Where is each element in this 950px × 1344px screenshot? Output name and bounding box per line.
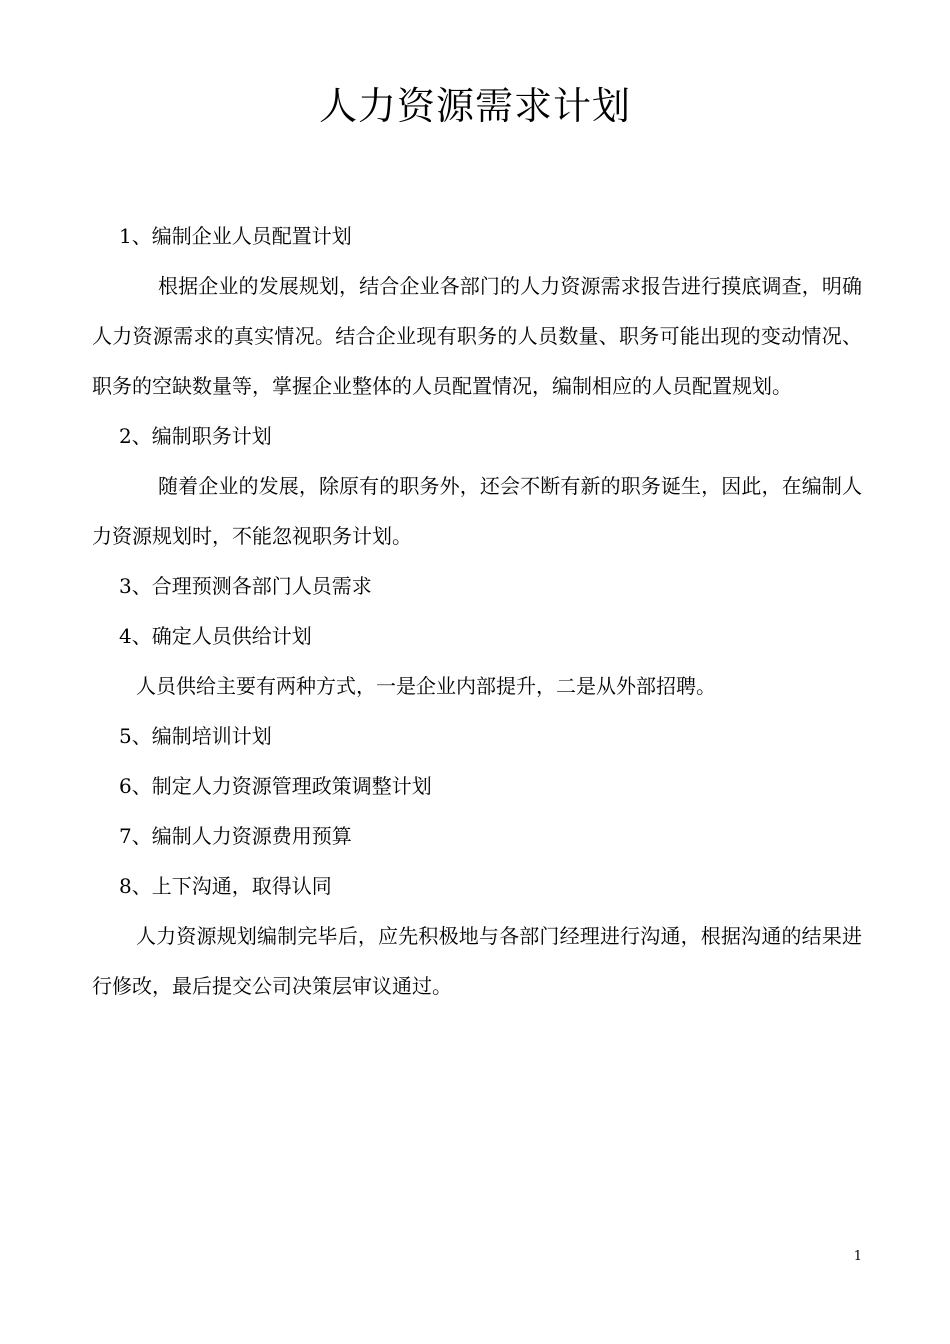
section-paragraph-4: 人员供给主要有两种方式，一是企业内部提升，二是从外部招聘。 xyxy=(136,674,716,698)
page-number: 1 xyxy=(853,1249,862,1264)
section-heading-7: 7、编制人力资源费用预算 xyxy=(119,824,352,848)
section-heading-5: 5、编制培训计划 xyxy=(119,724,272,748)
section-heading-2: 2、编制职务计划 xyxy=(119,424,272,448)
section-paragraph-1: 根据企业的发展规划，结合企业各部门的人力资源需求报告进行摸底调查，明确人力资源需求的真实情况。结合企业现有职务的人员数量、职务可能出现的变动情况、职务的空缺数量等，掌握企业整体的人员配置情况，编制相应的人员配置规划。 xyxy=(92,274,862,398)
section-heading-8: 8、上下沟通，取得认同 xyxy=(119,874,332,898)
section-paragraph-2: 随着企业的发展，除原有的职务外，还会不断有新的职务诞生，因此，在编制人力资源规划时，不能忽视职务计划。 xyxy=(92,474,862,548)
page-title: 人力资源需求计划 xyxy=(318,84,631,128)
section-heading-4: 4、确定人员供给计划 xyxy=(119,624,312,648)
section-paragraph-8: 人力资源规划编制完毕后，应先积极地与各部门经理进行沟通，根据沟通的结果进行修改，最后提交公司决策层审议通过。 xyxy=(92,924,862,998)
document-body xyxy=(92,211,862,1011)
section-heading-1: 1、编制企业人员配置计划 xyxy=(119,224,352,248)
section-heading-6: 6、制定人力资源管理政策调整计划 xyxy=(119,774,432,798)
section-heading-3: 3、合理预测各部门人员需求 xyxy=(119,574,372,598)
